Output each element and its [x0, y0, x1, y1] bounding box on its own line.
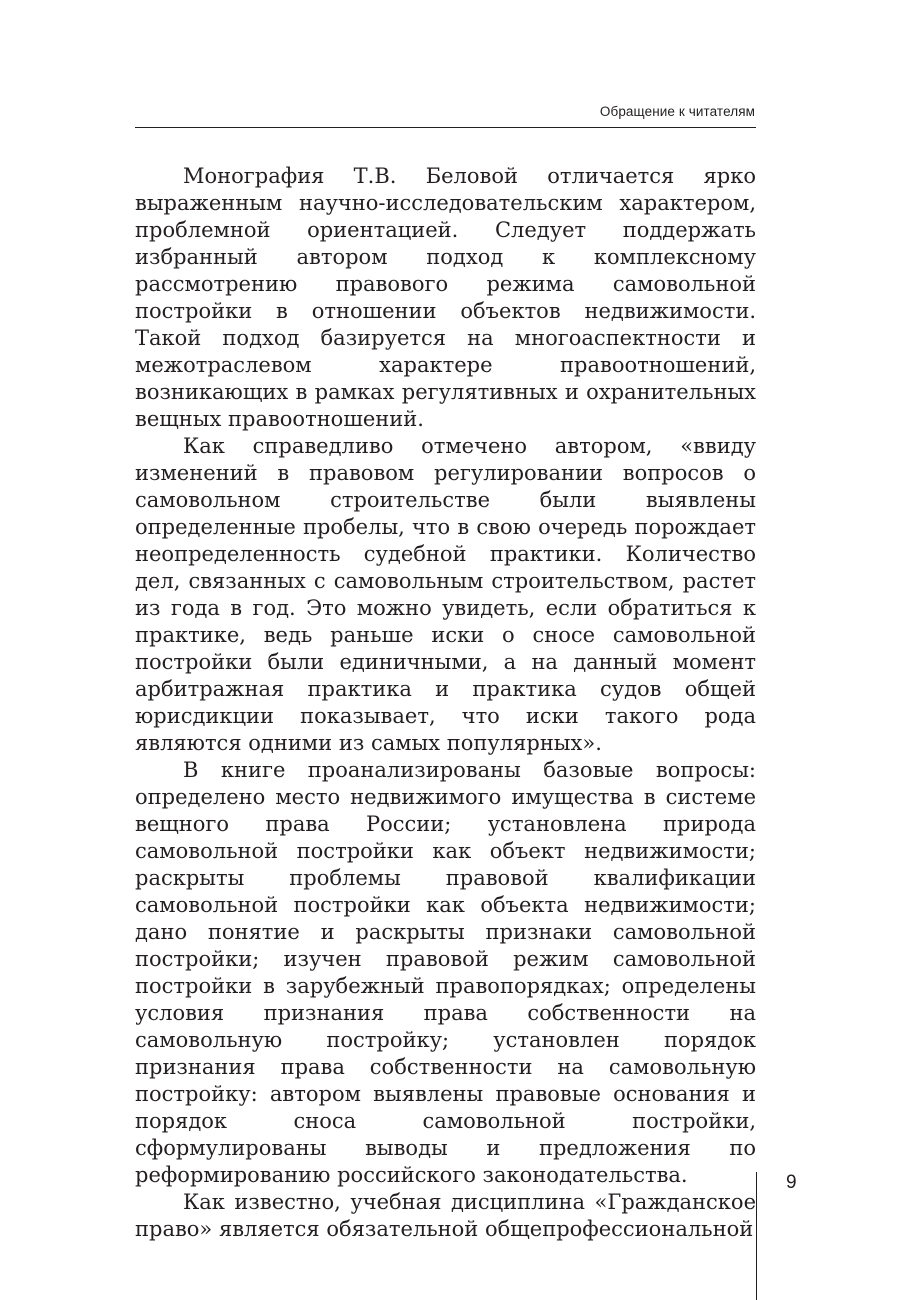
paragraph-2: Как справедливо отмечено автором, «ввиду изменений в правовом регулировании вопросов о самовольном строительстве были выявлены определенные пробелы, что в свою очередь порождает неопределенность судебной практики. Количество дел, связанных с самовольным строительством, растет из года в год. Это можно увидеть, если обратиться к практике, ведь раньше иски о сносе самовольной постройки были единичными, а на данный момент арбитражная практика и практика судов общей юрисдикции показывает, что иски такого рода являются одними из самых популярных». — [135, 434, 756, 755]
running-header-title: Обращение к читателям — [599, 104, 755, 119]
page-number-divider — [756, 1172, 757, 1300]
paragraph-1: Монография Т.В. Беловой отличается ярко выраженным научно-исследовательским характером, проблемной ориентацией. Следует поддержать избранный автором подход к комплексному рассмотрению правового режима самовольной постройки в отношении объектов недвижимости. Такой подход базируется на многоаспектности и межотраслевом характере правоотношений, возникающих в рамках регулятивных и охранительных вещных правоотношений. — [135, 164, 756, 431]
page-number: 9 — [786, 1172, 797, 1193]
paragraph-3: В книге проанализированы базовые вопросы: определено место недвижимого имущества в системе вещного права России; установлена природа самовольной постройки как объект недвижимости; раскрыты проблемы правовой квалификации самовольной постройки как объекта недвижимости; дано понятие и раскрыты признаки самовольной постройки; изучен правовой режим самовольной постройки в зарубежный правопорядках; определены условия признания права собственности на самовольную постройку; установлен порядок признания права собственности на самовольную постройку: автором выявлены правовые основания и порядок сноса самовольной постройки, сформулированы выводы и предложения по реформированию российского законодательства. — [135, 758, 756, 1187]
header-divider — [135, 127, 756, 128]
paragraph-4: Как известно, учебная дисциплина «Гражданское право» является обязательной общепрофессиональной — [135, 1190, 756, 1241]
main-text — [135, 163, 756, 1243]
